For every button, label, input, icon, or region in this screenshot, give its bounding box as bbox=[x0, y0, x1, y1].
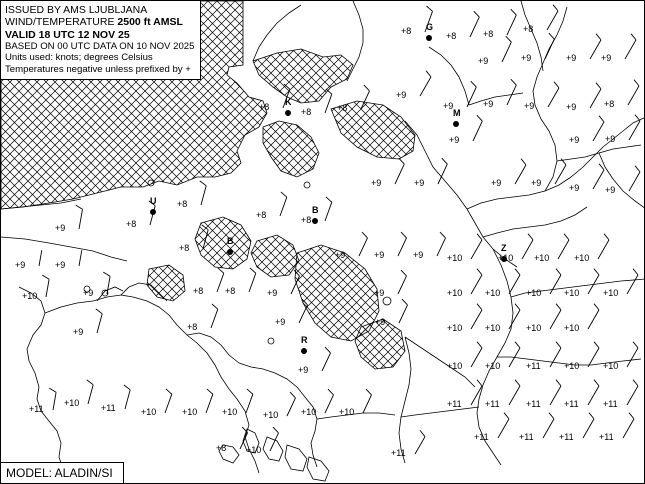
temperature-label: +10 bbox=[564, 361, 580, 371]
temperature-label: +10 bbox=[534, 253, 550, 263]
temperature-label: +10 bbox=[574, 253, 590, 263]
wind-barb bbox=[39, 250, 42, 266]
wind-barb bbox=[96, 309, 102, 333]
wind-barb bbox=[590, 34, 601, 59]
temperature-label: +9 bbox=[521, 53, 532, 63]
wind-barb bbox=[470, 11, 479, 37]
station-name-label: U bbox=[150, 196, 157, 206]
wind-barb bbox=[471, 234, 482, 259]
station-name-label: G bbox=[426, 22, 434, 32]
temperature-label: +10 bbox=[64, 398, 80, 408]
temperature-label: +8 bbox=[604, 99, 615, 109]
temperature-label: +9 bbox=[15, 260, 26, 270]
wind-barb bbox=[623, 413, 634, 438]
wind-barb bbox=[200, 181, 206, 205]
header-issued-by: ISSUED BY AMS LJUBLJANA bbox=[5, 4, 148, 16]
wind-barb bbox=[395, 158, 404, 184]
temperature-label: +9 bbox=[566, 53, 577, 63]
wind-barb bbox=[509, 342, 520, 367]
temperature-label: +8 bbox=[179, 243, 190, 253]
wind-barb bbox=[473, 115, 482, 141]
temperature-label: +11 bbox=[474, 432, 489, 442]
temperature-label: +9 bbox=[73, 327, 84, 337]
wind-barb bbox=[471, 342, 482, 367]
temperature-label: +9 bbox=[335, 250, 346, 260]
temperature-label: +8 bbox=[301, 107, 312, 117]
model-footer bbox=[1, 462, 124, 483]
temperature-label: +11 bbox=[599, 432, 614, 442]
temperature-label: +10 bbox=[263, 410, 279, 420]
wind-barb bbox=[471, 304, 482, 329]
chart-header bbox=[1, 1, 201, 80]
wind-barb bbox=[420, 71, 431, 96]
wind-barb bbox=[398, 270, 407, 294]
temperature-label: +10 bbox=[603, 361, 619, 371]
temperature-label: +9 bbox=[443, 101, 454, 111]
wind-barb bbox=[322, 347, 331, 371]
header-product-line bbox=[5, 16, 194, 28]
wind-barb bbox=[627, 269, 638, 294]
temperature-label: +9 bbox=[569, 183, 580, 193]
temperature-label: +9 bbox=[371, 178, 382, 188]
temperature-label: +9 bbox=[524, 101, 535, 111]
temperature-label: +9 bbox=[396, 90, 407, 100]
wind-barb bbox=[593, 116, 604, 141]
temperature-label: +9 bbox=[449, 135, 460, 145]
wind-barb bbox=[76, 205, 83, 229]
temperature-label: +9 bbox=[605, 185, 616, 195]
wind-barb bbox=[471, 269, 482, 294]
temperature-label: +8 bbox=[225, 286, 236, 296]
temperature-label: +8 bbox=[126, 219, 137, 229]
temperature-label: +9 bbox=[275, 317, 286, 327]
wind-barb bbox=[627, 342, 638, 367]
wind-barb bbox=[588, 269, 599, 294]
station-dot bbox=[227, 249, 233, 255]
model-label: MODEL: ALADIN/SI bbox=[6, 466, 113, 480]
temperature-label: +9 bbox=[531, 178, 542, 188]
wind-barb bbox=[359, 232, 368, 256]
wind-barb bbox=[502, 36, 511, 62]
wind-barb bbox=[325, 389, 334, 413]
station-name-label: Z bbox=[501, 243, 507, 253]
temperature-label: +11 bbox=[447, 399, 462, 409]
wind-barb bbox=[593, 164, 604, 189]
temperature-label: +10 bbox=[603, 288, 619, 298]
wind-barb bbox=[588, 380, 599, 405]
wind-barb bbox=[438, 158, 447, 184]
wind-barb bbox=[325, 197, 332, 221]
header-units: Units used: knots; degrees Celsius bbox=[5, 52, 153, 64]
temperature-label: +9 bbox=[375, 317, 386, 327]
temperature-label: +10 bbox=[564, 288, 580, 298]
wind-barb bbox=[498, 413, 509, 438]
temperature-label: +11 bbox=[519, 432, 534, 442]
wind-barb bbox=[437, 232, 446, 256]
wind-barb bbox=[217, 268, 224, 292]
wind-barb bbox=[509, 269, 520, 294]
temperature-label: +10 bbox=[141, 407, 157, 417]
temperature-label: +11 bbox=[29, 404, 44, 414]
wind-barb bbox=[509, 380, 520, 405]
wind-barb bbox=[415, 430, 425, 454]
wind-barb bbox=[165, 389, 172, 413]
wind-barb bbox=[507, 79, 516, 105]
station-dot bbox=[453, 121, 459, 127]
temperature-label: +10 bbox=[222, 407, 238, 417]
temperature-label: +10 bbox=[498, 253, 514, 263]
temperature-label: +8 bbox=[256, 210, 267, 220]
temperature-label: +9 bbox=[374, 250, 385, 260]
wind-barb bbox=[550, 380, 561, 405]
temperature-label: +9 bbox=[491, 178, 502, 188]
wind-barb bbox=[588, 342, 599, 367]
wind-barb bbox=[625, 34, 636, 59]
temperature-label: +10 bbox=[246, 445, 262, 455]
temperature-label: +9 bbox=[374, 288, 385, 298]
wind-barb bbox=[211, 304, 218, 328]
wind-barb bbox=[558, 234, 569, 259]
wind-barb bbox=[206, 389, 213, 413]
wind-barb bbox=[522, 234, 533, 259]
wind-barb bbox=[547, 5, 558, 30]
temperature-label: +9 bbox=[605, 134, 616, 144]
header-product-level: 2500 ft AMSL bbox=[117, 16, 183, 29]
wind-barb bbox=[598, 234, 609, 259]
temperature-label: +10 bbox=[447, 288, 463, 298]
temperature-label: +9 bbox=[55, 260, 66, 270]
temperature-label: +9 bbox=[566, 102, 577, 112]
temperature-label: +11 bbox=[485, 399, 500, 409]
temperature-label: +8 bbox=[523, 24, 534, 34]
temperature-label: +10 bbox=[22, 291, 38, 301]
temperature-label: +9 bbox=[414, 178, 425, 188]
temperature-label: +8 bbox=[193, 286, 204, 296]
temperature-label: +8 bbox=[259, 102, 270, 112]
temperature-label: +10 bbox=[526, 323, 542, 333]
temperature-label: +11 bbox=[526, 361, 541, 371]
temperature-label: +8 bbox=[337, 103, 348, 113]
temperature-label: +9 bbox=[83, 288, 94, 298]
temperature-label: +10 bbox=[564, 323, 580, 333]
temperature-label: +9 bbox=[413, 250, 424, 260]
wind-barb bbox=[509, 304, 520, 329]
station-name-label: B bbox=[227, 236, 234, 246]
wind-barb bbox=[249, 268, 256, 292]
temperature-label: +9 bbox=[569, 135, 580, 145]
temperature-label: +10 bbox=[526, 288, 542, 298]
station-name-label: R bbox=[301, 335, 308, 345]
header-product-prefix: WIND/TEMPERATURE bbox=[5, 16, 118, 29]
wind-barb bbox=[471, 380, 482, 405]
temperature-label: +9 bbox=[298, 365, 309, 375]
wind-barb bbox=[363, 389, 372, 413]
temperature-label: +8 bbox=[446, 31, 457, 41]
temperature-label: +8 bbox=[483, 29, 494, 39]
wind-barb bbox=[87, 380, 93, 404]
wind-barb bbox=[287, 392, 296, 416]
header-temp-note: Temperatures negative unless prefixed by + bbox=[5, 63, 191, 75]
station-dot bbox=[285, 110, 291, 116]
temperature-label: +11 bbox=[559, 432, 574, 442]
temperature-label: +11 bbox=[603, 399, 618, 409]
temperature-label: +10 bbox=[447, 361, 463, 371]
wind-barb bbox=[280, 192, 287, 216]
wind-barb bbox=[550, 304, 561, 329]
temperature-label: +9 bbox=[55, 223, 66, 233]
header-based-on: BASED ON 00 UTC DATA ON 10 NOV 2025 bbox=[5, 41, 195, 53]
temperature-label: +8 bbox=[187, 322, 198, 332]
wind-barb bbox=[246, 389, 253, 413]
wind-barb bbox=[507, 9, 516, 35]
wind-barb bbox=[629, 166, 640, 191]
temperature-label: +11 bbox=[526, 399, 541, 409]
temperature-label: +10 bbox=[485, 361, 501, 371]
station-name-label: B bbox=[312, 205, 319, 215]
temperature-label: +11 bbox=[391, 448, 406, 458]
wind-barb bbox=[515, 159, 526, 184]
temperature-label: +9 bbox=[267, 288, 278, 298]
station-name-label: K bbox=[285, 97, 292, 107]
temperature-label: +11 bbox=[564, 399, 579, 409]
wind-barb bbox=[124, 385, 130, 409]
temperature-label: +9 bbox=[601, 53, 612, 63]
wind-barb bbox=[550, 269, 561, 294]
temperature-label: +10 bbox=[447, 323, 463, 333]
station-dot bbox=[426, 35, 432, 41]
wind-barb bbox=[49, 388, 56, 410]
wind-barb bbox=[545, 33, 554, 59]
temperature-label: +10 bbox=[301, 407, 317, 417]
wind-barb bbox=[398, 232, 407, 256]
temperature-label: +8 bbox=[401, 26, 412, 36]
temperature-label: +10 bbox=[182, 407, 198, 417]
temperature-label: +9 bbox=[483, 99, 494, 109]
wind-barb bbox=[548, 82, 559, 107]
temperature-label: +9 bbox=[478, 56, 489, 66]
wind-barb bbox=[543, 413, 554, 438]
wind-barb bbox=[42, 275, 49, 297]
header-valid-time: VALID 18 UTC 12 NOV 25 bbox=[5, 28, 130, 41]
station-dot bbox=[312, 218, 318, 224]
wind-barb bbox=[588, 304, 599, 329]
wind-barb bbox=[590, 83, 601, 108]
temperature-label: +10 bbox=[447, 253, 463, 263]
temperature-label: +10 bbox=[485, 288, 501, 298]
wind-barb bbox=[628, 80, 639, 105]
wind-barb bbox=[399, 299, 408, 323]
temperature-label: +10 bbox=[485, 323, 501, 333]
wind-barb bbox=[79, 250, 82, 266]
wind-barb bbox=[583, 413, 594, 438]
station-name-label: M bbox=[453, 108, 461, 118]
station-dot bbox=[301, 348, 307, 354]
temperature-label: +10 bbox=[339, 407, 355, 417]
temperature-label: +8 bbox=[216, 443, 227, 453]
temperature-label: +8 bbox=[301, 215, 312, 225]
temperature-label: +11 bbox=[101, 403, 116, 413]
wind-barb bbox=[627, 380, 638, 405]
wind-barb bbox=[629, 115, 640, 140]
temperature-label: +8 bbox=[177, 199, 188, 209]
